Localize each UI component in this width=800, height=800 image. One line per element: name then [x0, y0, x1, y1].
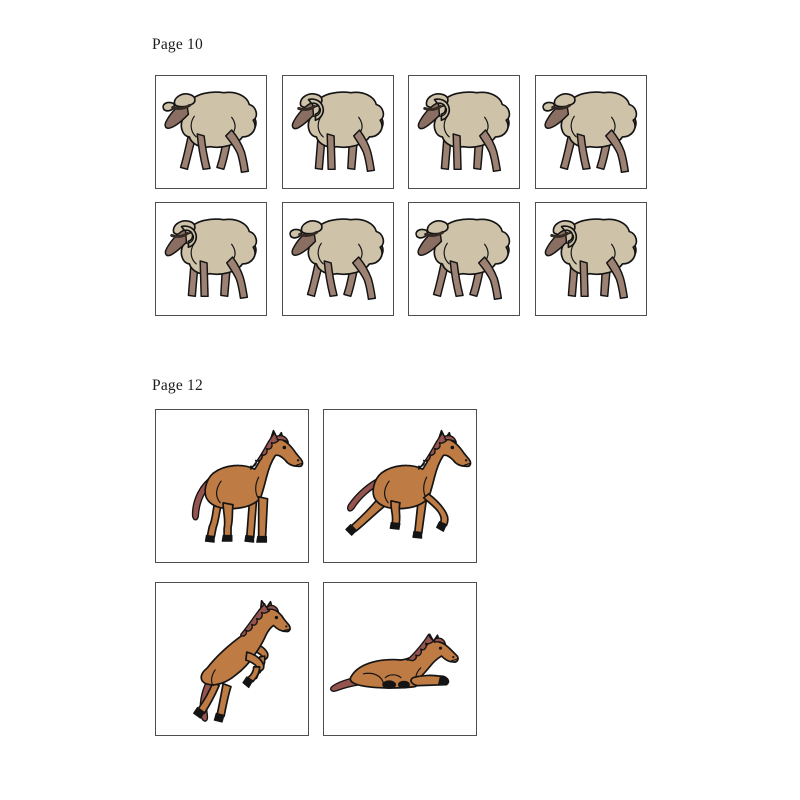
page-10-label: Page 10	[152, 36, 203, 53]
horse-rearing-card	[155, 582, 309, 736]
sheep-ram-standing-card	[155, 202, 267, 316]
horse-trotting-card	[323, 409, 477, 563]
sheep-ram-standing-illustration	[283, 76, 393, 188]
sheep-ram-standing-card	[535, 202, 647, 316]
horse-standing-card	[155, 409, 309, 563]
horse-lying-illustration	[324, 583, 476, 735]
sheep-ewe-walking-card	[535, 75, 647, 189]
sheep-ram-standing-illustration	[156, 203, 266, 315]
sheep-ewe-walking-illustration	[536, 76, 646, 188]
horse-rearing-illustration	[156, 583, 308, 735]
sheep-ewe-walking-illustration	[283, 203, 393, 315]
horse-lying-card	[323, 582, 477, 736]
sheep-ram-standing-card	[408, 75, 520, 189]
horse-card-grid	[155, 409, 477, 736]
horse-trotting-illustration	[324, 410, 476, 562]
sheep-ewe-walking-illustration	[156, 76, 266, 188]
sheep-ram-standing-illustration	[536, 203, 646, 315]
sheep-ewe-walking-card	[155, 75, 267, 189]
sheep-ram-standing-card	[282, 75, 394, 189]
sheep-ewe-walking-card	[408, 202, 520, 316]
sheep-ram-standing-illustration	[409, 76, 519, 188]
sheep-ewe-walking-illustration	[409, 203, 519, 315]
horse-standing-illustration	[156, 410, 308, 562]
sheep-ewe-walking-card	[282, 202, 394, 316]
page-12-label: Page 12	[152, 377, 203, 394]
sheep-card-grid	[155, 75, 647, 316]
